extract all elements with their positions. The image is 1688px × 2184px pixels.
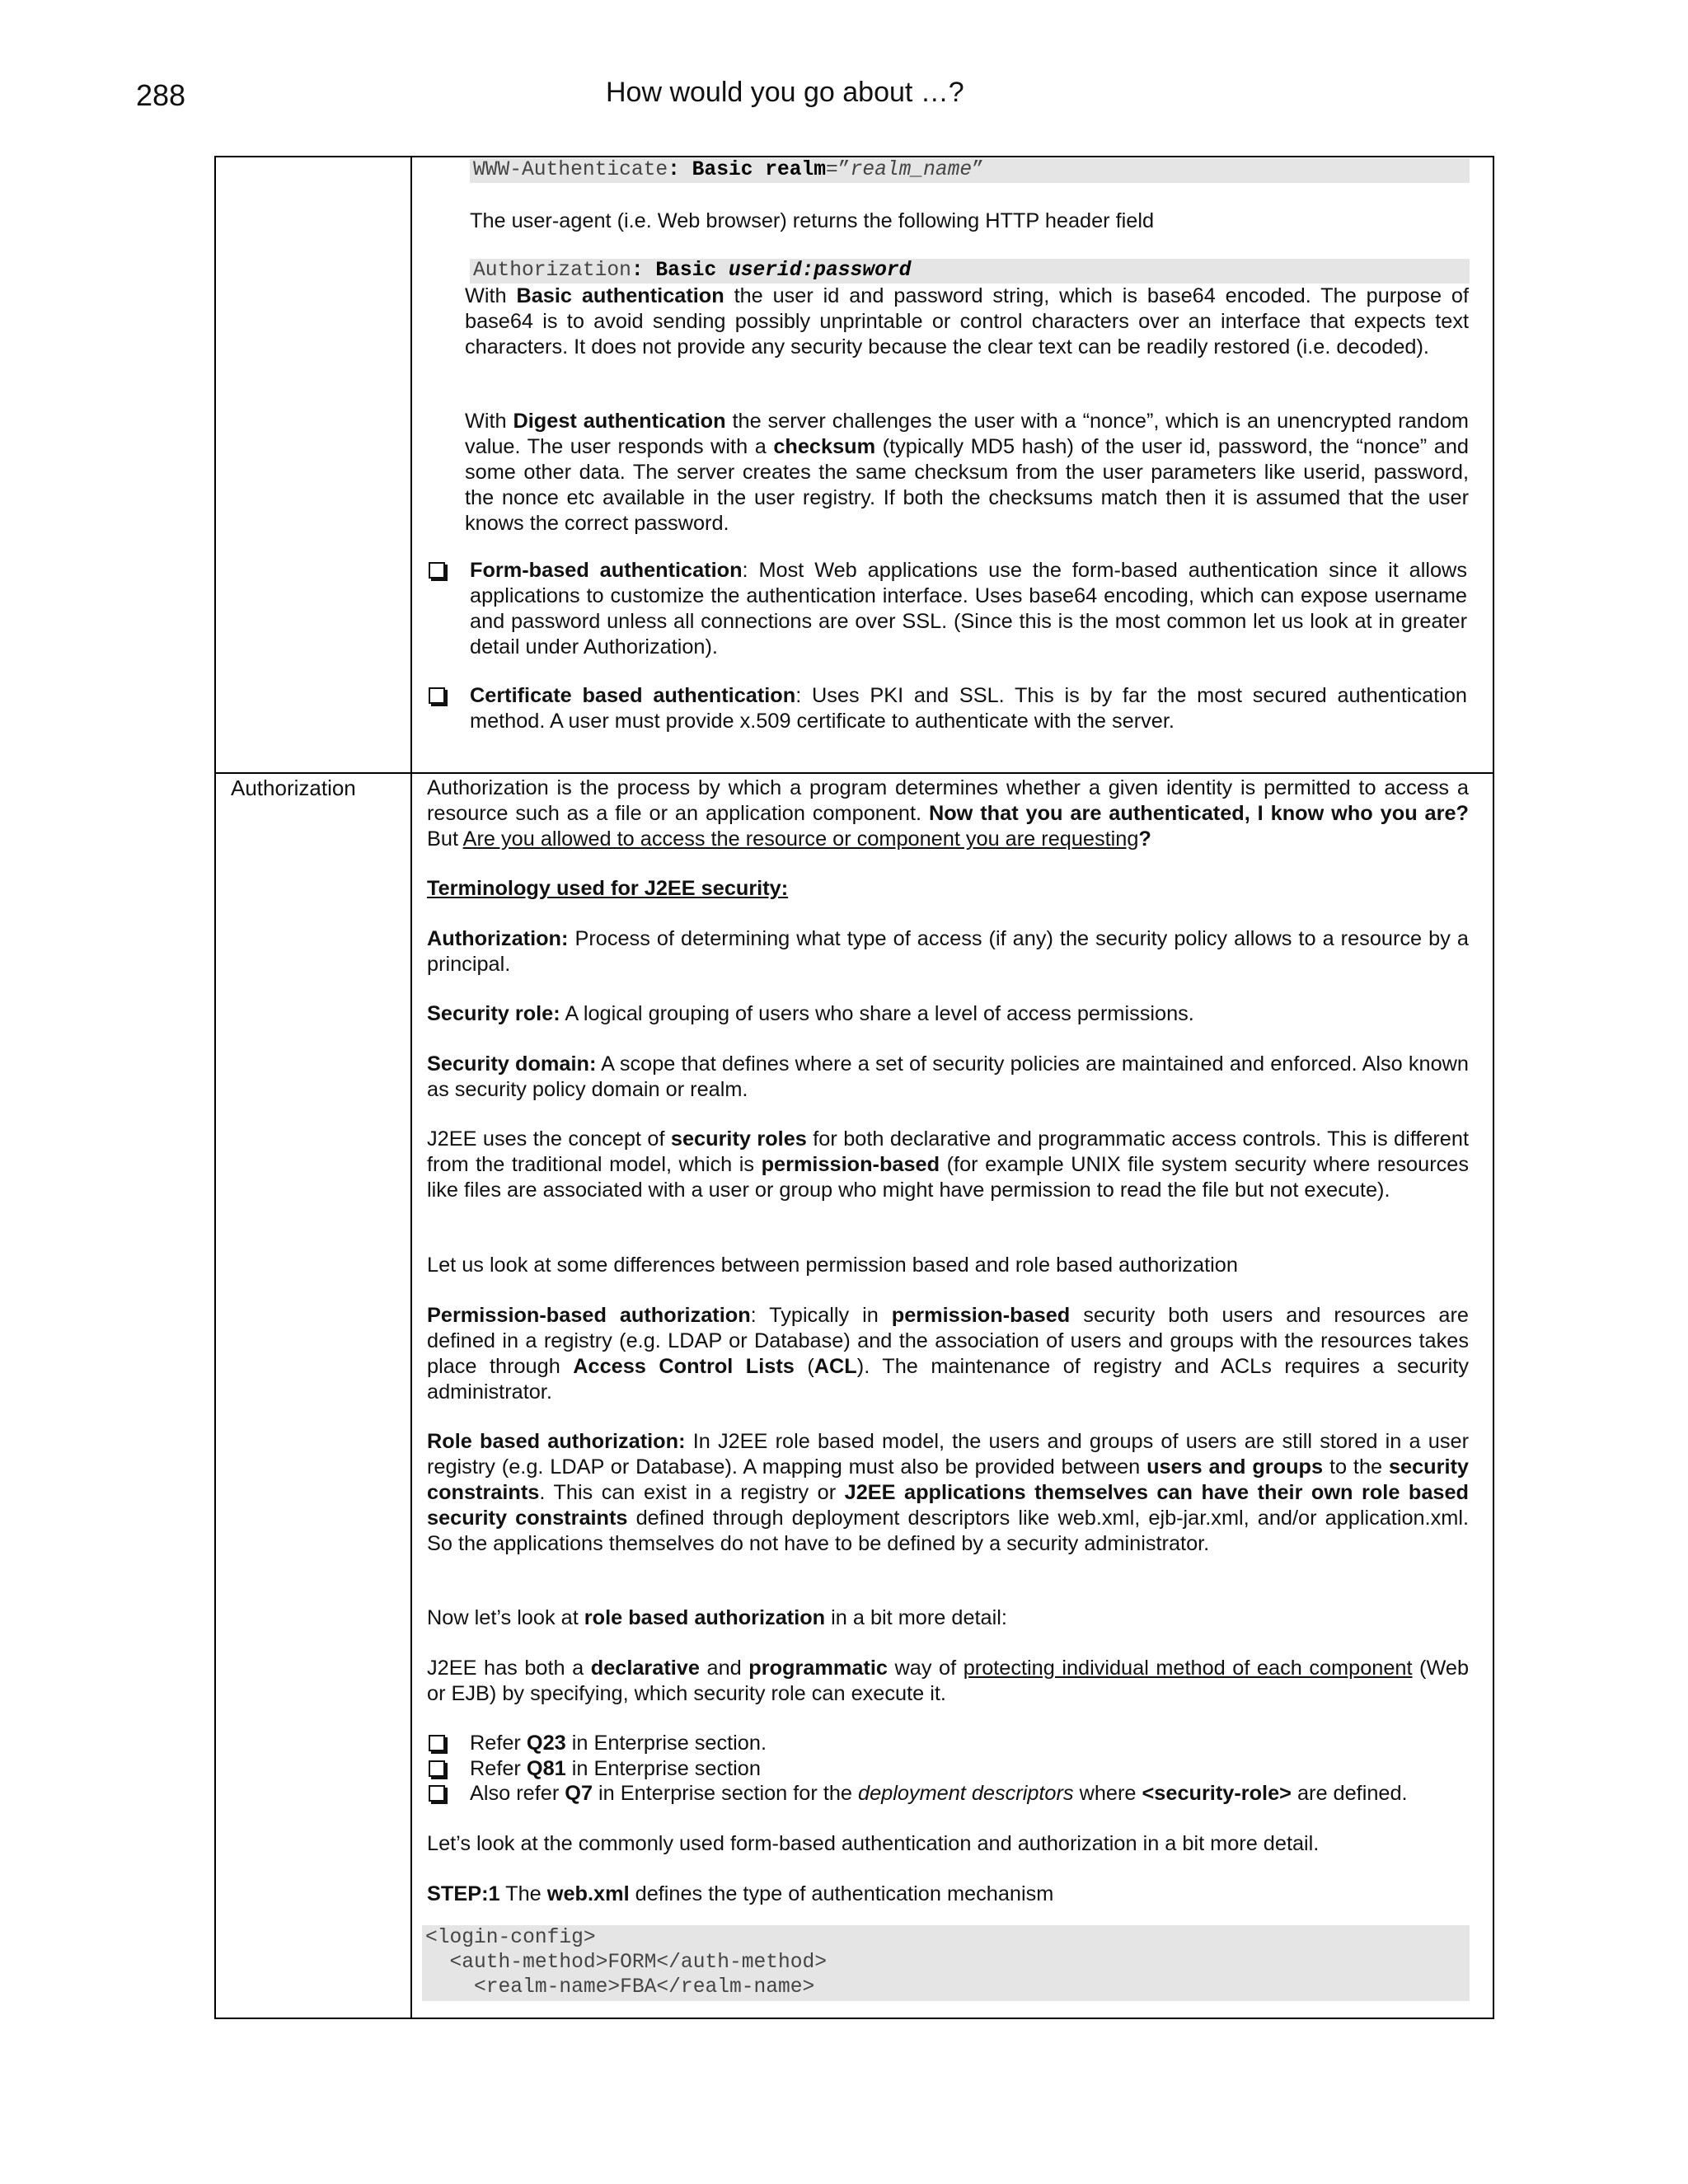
code-line: <auth-method>FORM</auth-method>: [425, 1952, 828, 1974]
certificate-auth-bullet: Certificate based authentication: Uses PKI and SSL. This is by far the most secured authentication method. A user must provide x.509 certificate to authenticate with the server.: [470, 684, 1467, 733]
digest-auth-paragraph: With Digest authentication the server challenges the user with a “nonce”, which is an unencrypted random value. The user responds with a checksum (typically MD5 hash) of the user id, password, the “nonce” and some other data. The server creates the same checksum from the user parameters like userid, password, the nonce etc available in the user registry. If both the checksums match then it is assumed that the user knows the correct password.: [465, 410, 1469, 535]
checkbox-bullet-icon: [429, 562, 445, 579]
now-lets-look-paragraph: Now let’s look at role based authorization in a bit more detail:: [427, 1606, 1007, 1629]
step1-paragraph: STEP:1 The web.xml defines the type of authentication mechanism: [427, 1882, 1054, 1905]
authorization-text-cell: [412, 772, 1493, 2018]
declarative-paragraph: J2EE has both a declarative and programmatic way of protecting individual method of each component (Web or EJB) by specifying, which security role can execute it.: [427, 1657, 1470, 1705]
content-table: [214, 156, 1494, 2019]
running-title: How would you go about …?: [606, 77, 964, 108]
login-config-code: [422, 1925, 1470, 2001]
code-line: <login-config>: [425, 1927, 596, 1949]
authentication-text-cell: [412, 157, 1493, 772]
www-authenticate-code: WWW-Authenticate: Basic realm=”realm_name”: [470, 158, 1470, 183]
checkbox-bullet-icon: [429, 687, 445, 704]
role-based-paragraph: Role based authorization: In J2EE role based model, the users and groups of users are still stored in a user registry (e.g. LDAP or Database). A mapping must also be provided between users and groups to the security constraints. This can exist in a registry or J2EE applications themselves can have their own role based security constraints defined through deployment descriptors like web.xml, ejb-jar.xml, and/or application.xml. So the applications themselves do not have to be defined by a security administrator.: [427, 1430, 1469, 1555]
checkbox-bullet-icon: [429, 1760, 445, 1777]
authorization-row-label: Authorization: [231, 776, 356, 800]
j2ee-roles-paragraph: J2EE uses the concept of security roles for both declarative and programmatic access controls. This is different from the traditional model, which is permission-based (for example UNIX file system security where resources like files are associated with a user or group who might have permission to read the file but not execute).: [427, 1127, 1469, 1202]
checkbox-bullet-icon: [429, 1735, 445, 1751]
form-based-auth-bullet: Form-based authentication: Most Web applications use the form-based authentication since it allows applications to customize the authentication interface. Uses base64 encoding, which can expose username and password unless all connections are over SSL. (Since this is the most common let us look at in greater detail under Authorization).: [470, 559, 1467, 658]
page-number: 288: [136, 78, 186, 112]
reference-item: Refer Q81 in Enterprise section: [470, 1757, 761, 1780]
term-security-domain: Security domain: A scope that defines where a set of security policies are maintained and enforced. Also known as security policy domain or realm.: [427, 1052, 1469, 1101]
commonly-used-paragraph: Let’s look at the commonly used form-based authentication and authorization in a bit more detail.: [427, 1832, 1320, 1855]
term-security-role: Security role: A logical grouping of users who share a level of access permissions.: [427, 1002, 1194, 1025]
terminology-heading: Terminology used for J2EE security:: [427, 877, 789, 900]
code-line: <realm-name>FBA</realm-name>: [425, 1976, 815, 1999]
authorization-label-cell: [216, 772, 412, 2018]
basic-auth-paragraph: With Basic authentication the user id and password string, which is base64 encoded. The purpose of base64 is to avoid sending possibly unprintable or control characters over an interface that expects text characters. It does not provide any security because the clear text can be readily restored (i.e. decoded).: [465, 284, 1470, 359]
reference-item: Refer Q23 in Enterprise section.: [470, 1732, 767, 1755]
authorization-row: [216, 772, 1493, 2018]
term-authorization: Authorization: Process of determining what type of access (if any) the security policy allows to a resource by a principal.: [427, 927, 1469, 976]
authentication-label-cell: [216, 157, 412, 772]
permission-based-paragraph: Permission-based authorization: Typically in permission-based security both users and resources are defined in a registry (e.g. LDAP or Database) and the association of users and groups with the resources takes place through Access Control Lists (ACL). The maintenance of registry and ACLs requires a security administrator.: [427, 1304, 1469, 1404]
authorization-header-code: Authorization: Basic userid:password: [470, 259, 1470, 284]
authentication-row: [216, 157, 1493, 774]
useragent-paragraph: The user-agent (i.e. Web browser) returns the following HTTP header field: [470, 209, 1155, 232]
authorization-intro: Authorization is the process by which a program determines whether a given identity is permitted to access a resource such as a file or an application component. Now that you are authenticated, I know who you are? But Are you allowed to access the resource or component you are requesting?: [427, 776, 1469, 851]
differences-paragraph: Let us look at some differences between permission based and role based authorization: [427, 1254, 1238, 1277]
reference-item: Also refer Q7 in Enterprise section for the deployment descriptors where <security-role> are defined.: [470, 1782, 1408, 1805]
checkbox-bullet-icon: [429, 1785, 445, 1802]
